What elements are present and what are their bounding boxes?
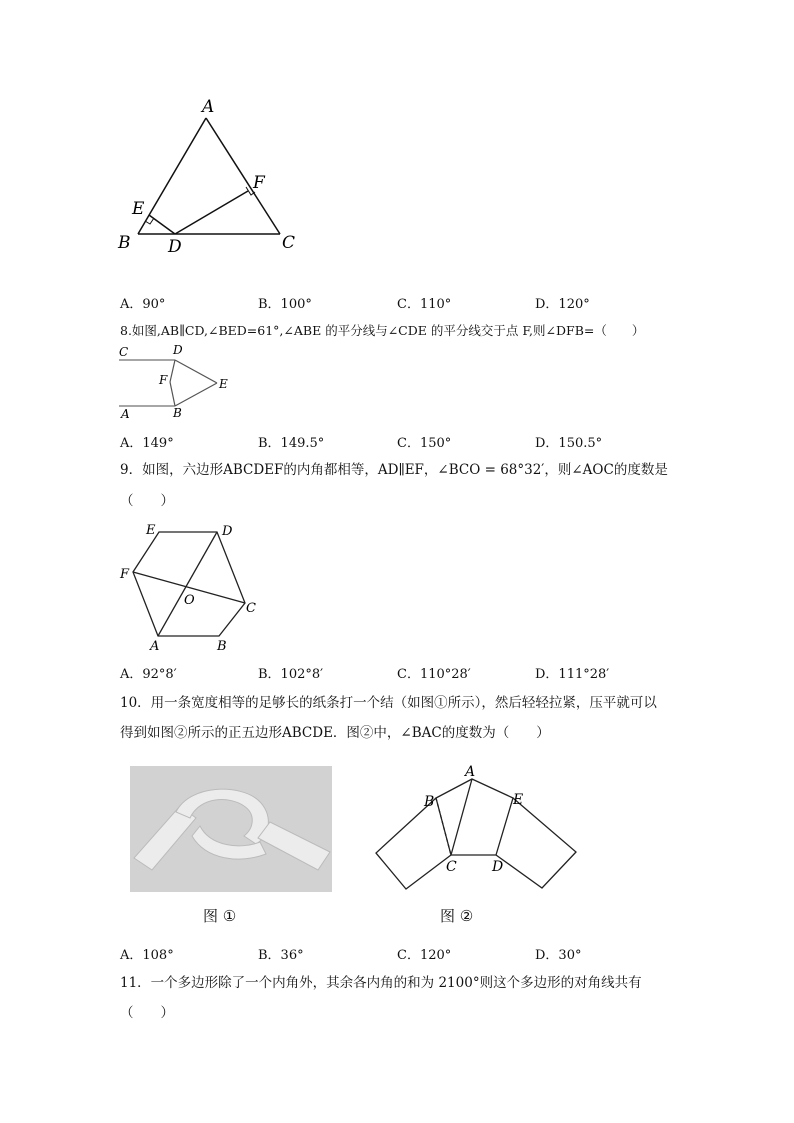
option-b[interactable]: B．36° — [258, 948, 304, 963]
q9-label-O: O — [184, 593, 195, 608]
q9-stem: 9．如图，六边形ABCDEF的内角都相等，AD∥EF，∠BCO = 68°32′，则∠AOC的度数是 — [120, 462, 668, 478]
q8-stem: 8.如图,AB∥CD,∠BED=61°,∠ABE 的平分线与∠CDE 的平分线交于点 F,则∠DFB=（ ） — [120, 323, 645, 338]
q9-label-C: C — [246, 601, 256, 616]
label-B: B — [118, 233, 131, 253]
option-d[interactable]: D．150.5° — [535, 436, 603, 451]
option-c[interactable]: C．110° — [397, 297, 452, 312]
q9-label-D: D — [222, 524, 233, 539]
q11-paren: （ ） — [120, 1005, 174, 1021]
q10-label-B: B — [424, 794, 435, 810]
option-d[interactable]: D．120° — [535, 297, 590, 312]
q8-label-D: D — [173, 343, 183, 357]
option-b[interactable]: B．100° — [258, 297, 312, 312]
q10-pentagon-figure — [370, 763, 580, 893]
option-a[interactable]: A．149° — [120, 436, 174, 451]
q11-stem: 11．一个多边形除了一个内角外，其余各内角的和为 2100°则这个多边形的对角线共有 — [120, 975, 642, 991]
q10-knot-photo — [130, 766, 332, 892]
q9-paren: （ ） — [120, 493, 174, 509]
q8-label-A: A — [121, 407, 130, 421]
q8-label-B: B — [173, 406, 182, 420]
option-c[interactable]: C．150° — [397, 436, 452, 451]
option-b[interactable]: B．149.5° — [258, 436, 325, 451]
option-c[interactable]: C．120° — [397, 948, 452, 963]
q8-label-C: C — [119, 345, 129, 359]
fig1-caption: 图 ① — [203, 907, 237, 925]
label-C: C — [282, 233, 296, 253]
option-b[interactable]: B．102°8′ — [258, 667, 324, 682]
label-F: F — [253, 173, 265, 193]
q10-label-D: D — [492, 859, 504, 875]
q9-label-B: B — [217, 639, 227, 654]
option-a[interactable]: A．90° — [120, 297, 166, 312]
q10-label-E: E — [513, 792, 524, 808]
label-D: D — [168, 237, 182, 257]
q10-label-C: C — [446, 859, 457, 875]
label-A: A — [202, 97, 215, 117]
option-d[interactable]: D．111°28′ — [535, 667, 610, 682]
option-c[interactable]: C．110°28′ — [397, 667, 471, 682]
option-d[interactable]: D．30° — [535, 948, 582, 963]
q8-label-E: E — [219, 377, 228, 391]
fig2-caption: 图 ② — [440, 907, 474, 925]
q9-label-A: A — [150, 639, 160, 654]
q8-label-F: F — [159, 373, 168, 387]
option-a[interactable]: A．92°8′ — [120, 667, 177, 682]
option-a[interactable]: A．108° — [120, 948, 174, 963]
q10-stem-line2: 得到如图②所示的正五边形ABCDE．图②中，∠BAC的度数为（ ） — [120, 725, 550, 741]
q8-figure — [115, 340, 240, 425]
label-E: E — [132, 199, 145, 219]
q9-label-E: E — [146, 523, 156, 538]
q9-label-F: F — [120, 567, 130, 582]
q10-label-A: A — [465, 764, 476, 780]
q10-stem-line1: 10．用一条宽度相等的足够长的纸条打一个结（如图①所示），然后轻轻拉紧，压平就可以 — [120, 695, 657, 711]
triangle-figure — [110, 90, 310, 260]
q9-hexagon-figure — [115, 518, 265, 658]
